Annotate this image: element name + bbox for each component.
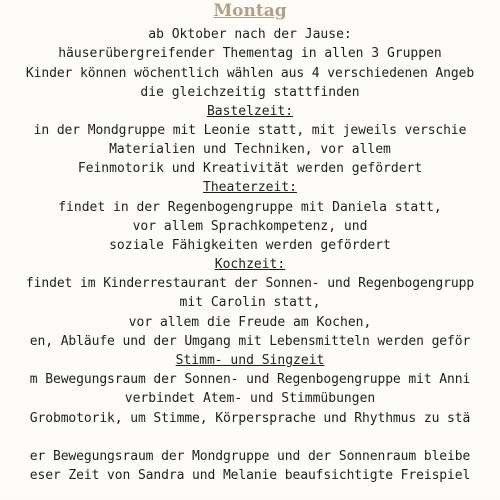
intro-line-1: ab Oktober nach der Jause: <box>148 27 352 42</box>
theaterzeit-line-1: findet in der Regenbogengruppe mit Daniela statt, <box>58 200 442 215</box>
closing-line-2: eser Zeit von Sandra und Melanie beaufsichtigte Freispiel <box>29 468 471 483</box>
intro-line-3: Kinder können wöchentlich wählen aus 4 verschiedenen Angeb <box>25 66 475 81</box>
singzeit-line-2: verbindet Atem- und Stimmübungen <box>124 391 376 406</box>
kochzeit-line-4: en, Abläufe und der Umgang mit Lebensmitteln werden geför <box>29 334 471 349</box>
kochzeit-line-3: vor allem die Freude am Kochen, <box>128 315 372 330</box>
singzeit-line-3: Grobmotorik, um Stimme, Körpersprache und Rhythmus zu stä <box>29 411 471 426</box>
section-heading-stimm-und-singzeit: Stimm- und Singzeit <box>175 353 325 368</box>
closing-line-1: er Bewegungsraum der Mondgruppe und der Sonnenraum bleibe <box>29 449 471 464</box>
bastelzeit-line-1: in der Mondgruppe mit Leonie statt, mit jeweils verschie <box>33 123 467 138</box>
page-bottom-edge <box>0 496 500 500</box>
kochzeit-line-2: mit Carolin statt, <box>179 295 321 310</box>
section-heading-bastelzeit: Bastelzeit: <box>206 104 294 119</box>
section-heading-theaterzeit: Theaterzeit: <box>203 180 297 195</box>
blank-line <box>0 428 500 448</box>
intro-line-4: die gleichzeitig stattfinden <box>140 85 360 100</box>
bastelzeit-line-3: Feinmotorik und Kreativität werden gefördert <box>77 161 423 176</box>
theaterzeit-line-3: soziale Fähigkeiten werden gefördert <box>109 238 391 253</box>
section-heading-kochzeit: Kochzeit: <box>214 257 286 272</box>
singzeit-line-1: m Bewegungsraum der Sonnen- und Regenbogengruppe mit Anni <box>29 372 471 387</box>
intro-line-2: häuserübergreifender Thementag in allen 3 Gruppen <box>58 46 442 61</box>
kochzeit-line-1: findet im Kinderrestaurant der Sonnen- und Regenbogengrupp <box>25 276 475 291</box>
page-title: Montag <box>213 1 287 21</box>
theaterzeit-line-2: vor allem Sprachkompetenz, und <box>132 219 368 234</box>
bastelzeit-line-2: Materialien und Techniken, vor allem <box>109 142 391 157</box>
